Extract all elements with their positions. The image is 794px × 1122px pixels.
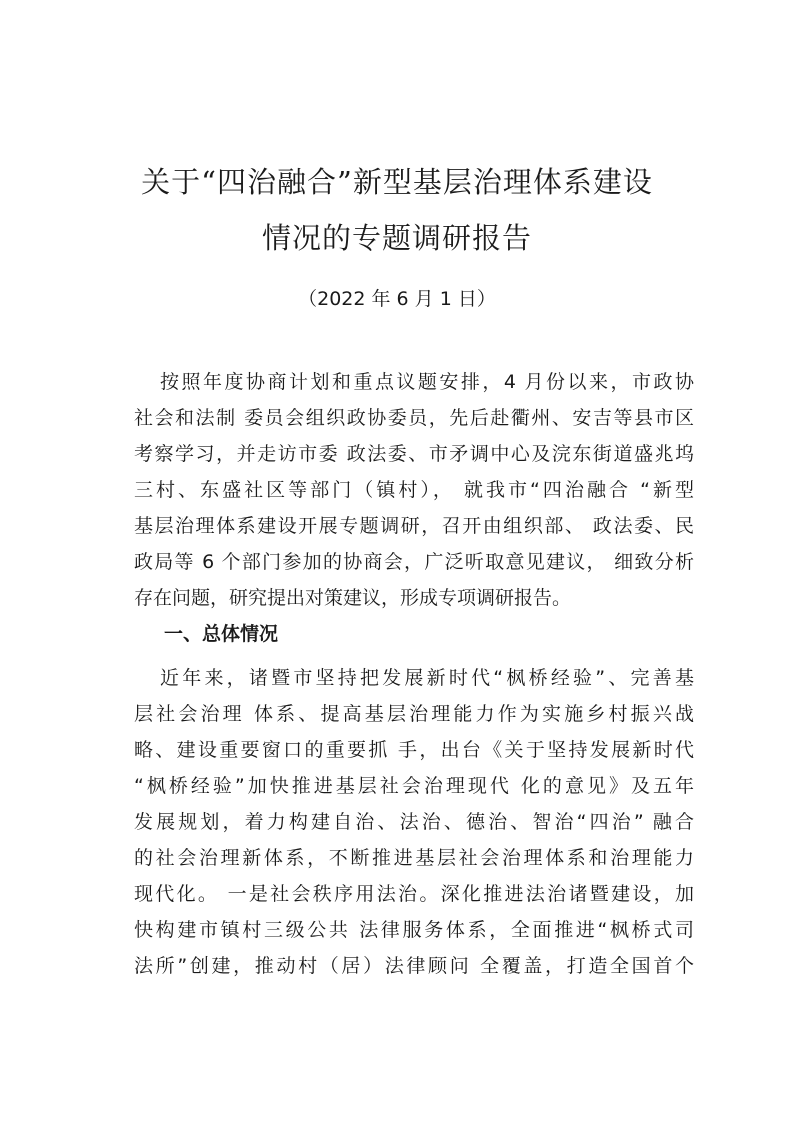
- paragraph-line: 法所”创建，推动村（居）法律顾问 全覆盖，打造全国首个: [134, 955, 694, 977]
- paragraph-line: 社会和法制 委员会组织政协委员，先后赴衢州、安吉等县市区: [134, 407, 694, 429]
- paragraph-line: 按照年度协商计划和重点议题安排，4 月份以来，市政协: [160, 371, 694, 393]
- paragraph-line: “枫桥经验”加快推进基层社会治理现代 化的意见》及五年: [134, 775, 694, 797]
- paragraph-line: 快构建市镇村三级公共 法律服务体系，全面推进“枫桥式司: [134, 919, 694, 941]
- paragraph-line: 层社会治理 体系、提高基层治理能力作为实施乡村振兴战: [134, 703, 694, 725]
- report-title-line-2: 情况的专题调研报告: [261, 221, 532, 255]
- report-title-line-1: 关于“四治融合”新型基层治理体系建设: [141, 165, 653, 199]
- paragraph-line: 略、建设重要窗口的重要抓 手，出台《关于坚持发展新时代: [134, 739, 694, 761]
- paragraph-line: 政局等 6 个部门参加的协商会，广泛听取意见建议， 细致分析: [134, 551, 694, 573]
- paragraph-line: 近年来，诸暨市坚持把发展新时代“枫桥经验”、完善基: [160, 667, 694, 689]
- paragraph-line: 三村、东盛社区等部门（镇村）， 就我市“四治融合 “新型: [134, 479, 694, 501]
- paragraph-line: 发展规划，着力构建自治、法治、德治、智治“四治” 融合: [134, 811, 694, 833]
- paragraph-line: 现代化。 一是社会秩序用法治。深化推进法治诸暨建设，加: [134, 883, 694, 905]
- section-heading: 一、总体情况: [164, 623, 279, 645]
- paragraph-line: 基层治理体系建设开展专题调研，召开由组织部、 政法委、民: [134, 515, 694, 537]
- report-date: （2022 年 6 月 1 日）: [298, 288, 496, 310]
- paragraph-line: 考察学习，并走访市委 政法委、市矛调中心及浣东街道盛兆坞: [134, 443, 694, 465]
- paragraph-line: 存在问题，研究提出对策建议，形成专项调研报告。: [134, 587, 572, 609]
- paragraph-line: 的社会治理新体系，不断推进基层社会治理体系和治理能力: [134, 847, 694, 869]
